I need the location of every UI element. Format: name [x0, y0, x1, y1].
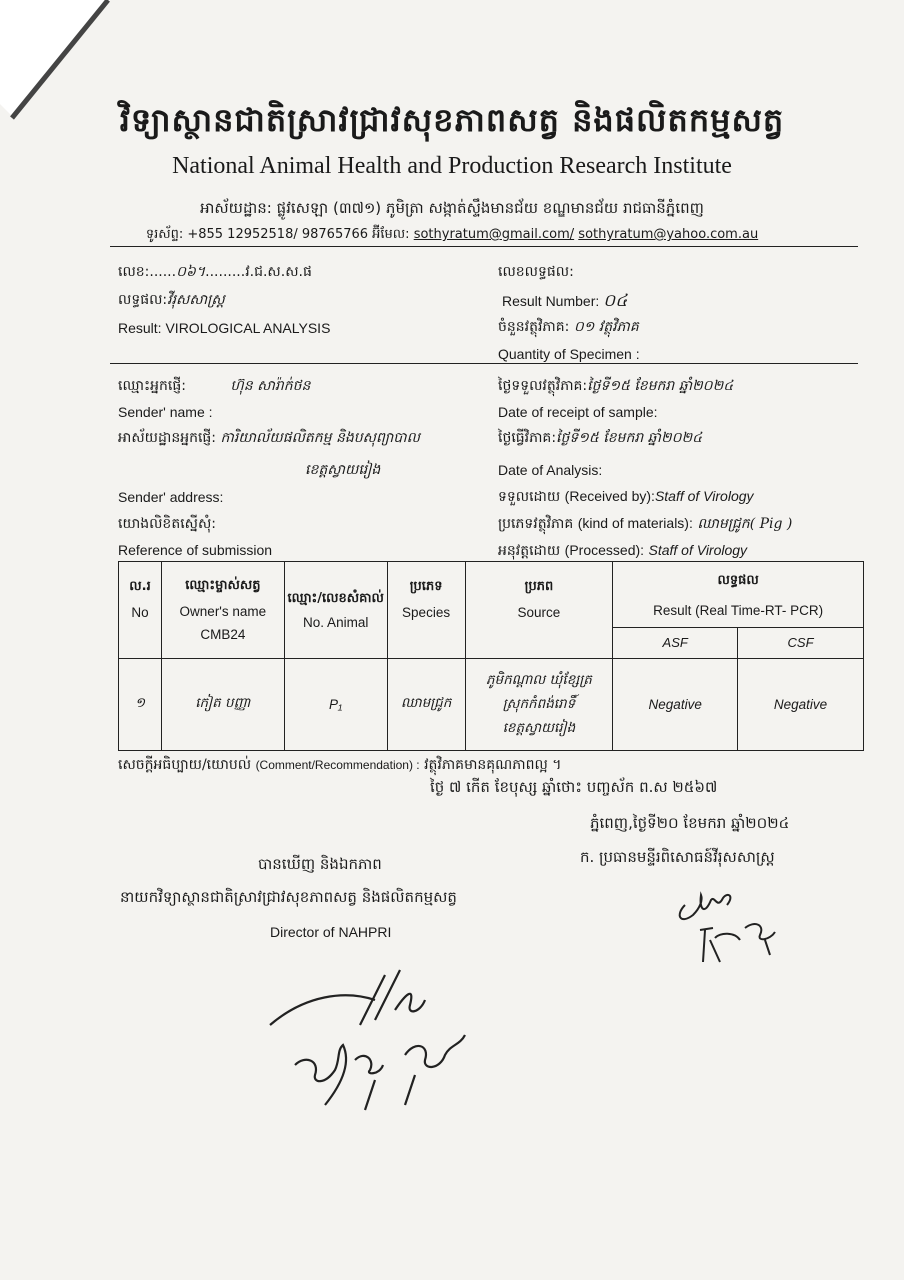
institute-contact	[0, 226, 904, 245]
institute-title-khmer: វិទ្យាស្ថានជាតិស្រាវជ្រាវសុខភាពសត្វ និងផលិតកម្មសត្វ	[119, 101, 785, 139]
director-title-english: Director of NAHPRI	[270, 924, 392, 940]
analysis-date-khmer: ថ្ងៃធ្វើវិភាគ:ថ្ងៃទី១៥ ខែមករា ឆ្នាំ២០២៤	[498, 430, 703, 446]
table-row	[119, 658, 864, 751]
results-table	[118, 561, 864, 751]
header-source: ប្រភព Source	[465, 562, 613, 659]
row-no: ១	[119, 658, 162, 751]
comment-line: សេចក្ដីអធិប្បាយ/យោបល់ (Comment/Recommendation) : វត្ថុវិភាគមានគុណភាពល្អ ។	[118, 757, 562, 773]
materials-kind: ប្រភេទវត្ថុវិភាគ (kind of materials): ឈាមជ្រូក( Pig )	[498, 515, 793, 532]
result-number-khmer: លេខលទ្ធផល:	[498, 264, 574, 280]
director-title-khmer: នាយកវិទ្យាស្ថានជាតិស្រាវជ្រាវសុខភាពសត្វ និងផលិតកម្មសត្វ	[120, 888, 457, 906]
reference-number: លេខ:......០៦។.........វ.ជ.ស.ស.ផ	[118, 264, 312, 280]
phone-number: +855 12952518/ 98765766	[187, 227, 369, 242]
row-asf-result: Negative	[613, 658, 738, 751]
header-owner: ឈ្មោះម្ចាស់សត្វ Owner's name CMB24	[161, 562, 284, 659]
email-link-yahoo[interactable]: sothyratum@yahoo.com.au	[578, 227, 759, 242]
submission-reference-english: Reference of submission	[118, 542, 273, 558]
institute-title-english: National Animal Health and Production Research Institute	[172, 153, 732, 179]
sender-address-english: Sender' address:	[118, 489, 224, 505]
lab-head-title: ក. ប្រធានមន្ទីរពិសោធន៍វីរុសសាស្ត្រ	[580, 848, 775, 866]
section-divider	[110, 363, 858, 364]
sender-name-english: Sender' name :	[118, 404, 213, 420]
lunar-date: ថ្ងៃ ៧ កើត ខែបុស្ស ឆ្នាំថោះ បញ្ចស័ក ព.ស ២៥៦៧	[430, 778, 718, 796]
institute-address: អាស័យដ្ឋាន: ផ្លូវសេឡា (៣៧១) ភូមិត្រា សង្កាត់ស្ទឹងមានជ័យ ខណ្ឌមានជ័យ រាជធានីភ្នំពេញ	[200, 199, 704, 217]
specimen-quantity-english: Quantity of Specimen :	[498, 346, 640, 362]
processed-by: អនុវត្តដោយ (Processed): Staff of Virology	[498, 542, 748, 559]
receipt-date-khmer: ថ្ងៃទទួលវត្ថុវិភាគ:ថ្ងៃទី១៥ ខែមករា ឆ្នាំ២០២៤	[498, 378, 734, 394]
row-csf-result: Negative	[738, 658, 864, 751]
result-number: Result Number: ០៤	[502, 291, 628, 311]
header-animal: ឈ្មោះ/លេខសំគាល់ No. Animal	[284, 562, 387, 659]
row-owner: កៀត បញ្ញា	[161, 658, 284, 751]
header-asf: ASF	[613, 628, 738, 658]
row-animal: P₁	[284, 658, 387, 751]
analysis-date-english: Date of Analysis:	[498, 462, 603, 478]
header-csf: CSF	[738, 628, 864, 658]
sender-address-province: ខេត្តស្វាយរៀង	[305, 462, 381, 478]
result-type-khmer: លទ្ធផល:វីរុសសាស្ត្រ	[118, 292, 225, 308]
reference-handwritten: ០៦។	[176, 264, 206, 280]
received-by: ទទួលដោយ (Received by):Staff of Virology	[498, 488, 754, 505]
lab-head-signature	[665, 870, 805, 980]
row-species: ឈាមជ្រូក	[387, 658, 465, 751]
header-species: ប្រភេទ Species	[387, 562, 465, 659]
approval-seen: បានឃើញ និងឯកភាព	[258, 855, 382, 873]
table-header-row	[119, 562, 864, 628]
header-divider	[110, 246, 858, 247]
phone-label: ទូរស័ព្ទ:	[145, 227, 184, 242]
header-no: ល.រ No	[119, 562, 162, 659]
receipt-date-english: Date of receipt of sample:	[498, 404, 658, 420]
email-link-gmail[interactable]: sothyratum@gmail.com/	[413, 227, 575, 242]
director-signature	[265, 965, 485, 1125]
sender-address-khmer: អាស័យដ្ឋានអ្នកផ្ញើ: ការិយាល័យផលិតកម្ម និងបសុព្យាបាល	[118, 430, 420, 446]
specimen-quantity-khmer: ចំនួនវត្ថុវិភាគ: ០១ វត្ថុវិភាគ	[498, 319, 639, 335]
row-source: ភូមិកណ្ដាល ឃុំខ្សែត្រ ស្រុកកំពង់រោទិ៍ ខេត្តស្វាយរៀង	[465, 658, 613, 751]
submission-reference-khmer: យោងលិខិតស្នើសុំ:	[118, 516, 217, 532]
sender-name-khmer: ឈ្មោះអ្នកផ្ញើ: ហ៊ុន សារ៉ាក់ថន	[118, 378, 311, 394]
result-type-english: Result: VIROLOGICAL ANALYSIS	[118, 320, 331, 336]
issue-date: ភ្នំពេញ,ថ្ងៃទី២០ ខែមករា ឆ្នាំ២០២៤	[590, 814, 790, 832]
email-label: អ៊ីមែល:	[372, 227, 410, 242]
header-result: លទ្ធផល Result (Real Time-RT- PCR)	[613, 562, 864, 628]
